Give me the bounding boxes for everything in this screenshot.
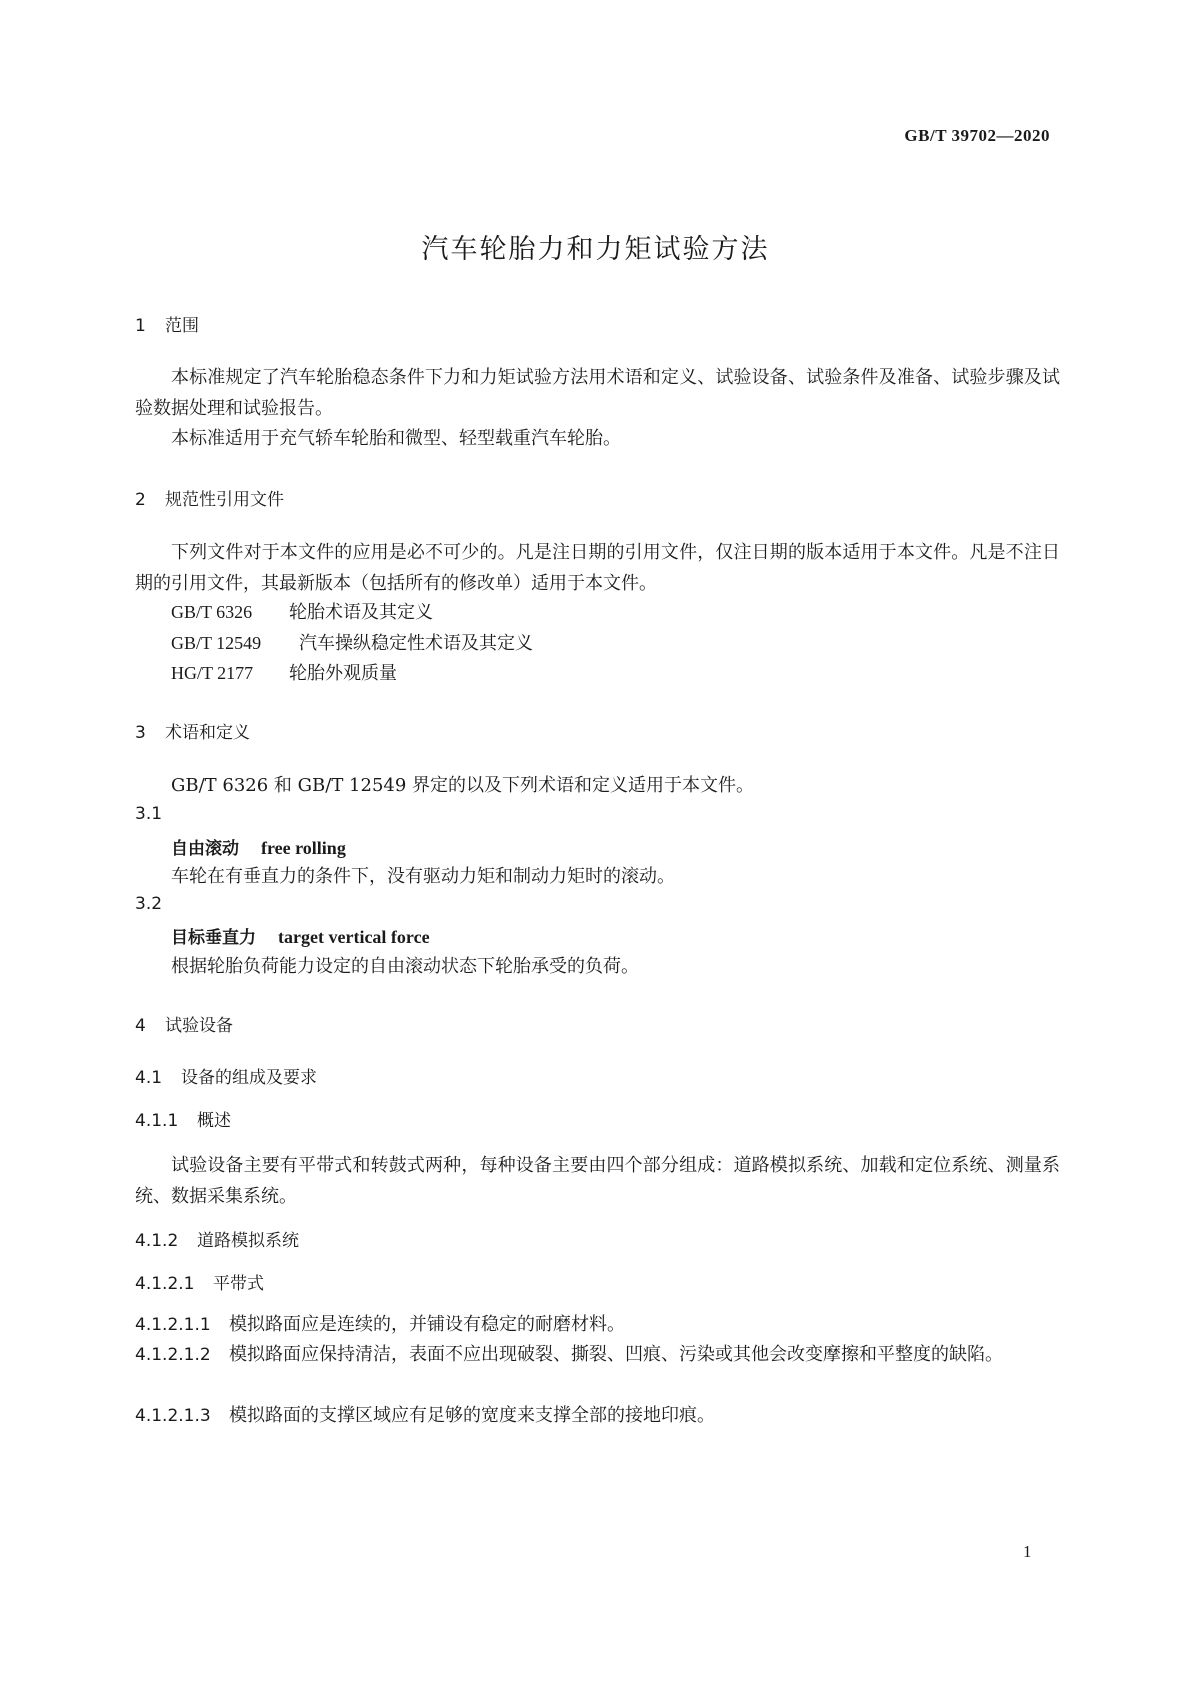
section-number: 1 — [135, 316, 146, 336]
reference-code: GB/T 12549 — [171, 633, 262, 653]
section-3-heading — [135, 718, 250, 743]
page-number: 1 — [1023, 1542, 1032, 1561]
paragraph: 本标准规定了汽车轮胎稳态条件下力和力矩试验方法用术语和定义、试验设备、试验条件及准备、试验步骤及试验数据处理和试验报告。 — [135, 367, 1060, 419]
section-number: 4.1.2 — [135, 1231, 179, 1251]
reference-item — [171, 598, 433, 624]
section-1-heading — [135, 311, 199, 336]
clause-number: 4.1.2.1.3 — [135, 1406, 211, 1426]
clause — [135, 1400, 1060, 1432]
section-title: 术语和定义 — [165, 723, 250, 743]
section-title: 范围 — [165, 316, 199, 336]
term-english: free rolling — [261, 838, 346, 858]
document-title: 汽车轮胎力和力矩试验方法 — [421, 234, 770, 265]
section-title: 设备的组成及要求 — [181, 1068, 317, 1088]
paragraph: 试验设备主要有平带式和转鼓式两种，每种设备主要由四个部分组成：道路模拟系统、加载和定位系统、测量系统、数据采集系统。 — [135, 1155, 1060, 1207]
subsection-4-1-1-heading — [135, 1106, 231, 1131]
section-title: 试验设备 — [165, 1016, 233, 1036]
section-number: 4.1 — [135, 1068, 163, 1088]
section-number: 2 — [135, 490, 146, 510]
term-number: 3.1 — [135, 804, 163, 824]
term-heading — [171, 923, 430, 948]
reference-item — [171, 659, 397, 685]
clause-number: 4.1.2.1.1 — [135, 1315, 211, 1335]
term-chinese: 目标垂直力 — [171, 928, 256, 948]
section-title: 概述 — [197, 1111, 231, 1131]
term-definition: 车轮在有垂直力的条件下，没有驱动力矩和制动力矩时的滚动。 — [171, 866, 675, 887]
section-title: 规范性引用文件 — [165, 490, 284, 510]
section-number: 4.1.1 — [135, 1111, 179, 1131]
reference-title: 轮胎外观质量 — [289, 663, 397, 684]
reference-title: 轮胎术语及其定义 — [289, 602, 433, 623]
clause — [135, 1309, 1060, 1341]
subsection-4-1-2-heading — [135, 1226, 299, 1251]
paragraph: 下列文件对于本文件的应用是必不可少的。凡是注日期的引用文件，仅注日期的版本适用于本文件。凡是不注日期的引用文件，其最新版本（包括所有的修改单）适用于本文件。 — [135, 542, 1060, 594]
term-definition: 根据轮胎负荷能力设定的自由滚动状态下轮胎承受的负荷。 — [171, 956, 639, 977]
term-heading — [171, 834, 346, 859]
clause-text: 模拟路面应保持清洁，表面不应出现破裂、撕裂、凹痕、污染或其他会改变摩擦和平整度的缺陷。 — [229, 1344, 1003, 1365]
clause-text: 模拟路面应是连续的，并铺设有稳定的耐磨材料。 — [229, 1314, 625, 1335]
section-number: 4.1.2.1 — [135, 1274, 195, 1294]
clause-number: 4.1.2.1.2 — [135, 1345, 211, 1365]
reference-code: GB/T 6326 — [171, 602, 253, 622]
reference-title: 汽车操纵稳定性术语及其定义 — [299, 633, 533, 654]
reference-item — [171, 629, 533, 655]
clause — [135, 1339, 1060, 1371]
section-title: 平带式 — [213, 1274, 264, 1294]
subsection-4-1-heading — [135, 1063, 317, 1088]
standard-code: GB/T 39702—2020 — [904, 126, 1050, 145]
section-4-heading — [135, 1011, 233, 1036]
term-number: 3.2 — [135, 894, 163, 914]
paragraph: GB/T 6326 和 GB/T 12549 界定的以及下列术语和定义适用于本文件。 — [171, 775, 755, 796]
section-2-heading — [135, 485, 284, 510]
reference-code: HG/T 2177 — [171, 663, 254, 683]
subsection-4-1-2-1-heading — [135, 1269, 264, 1294]
clause-text: 模拟路面的支撑区域应有足够的宽度来支撑全部的接地印痕。 — [229, 1405, 715, 1426]
term-english: target vertical force — [278, 927, 430, 947]
section-number: 4 — [135, 1016, 146, 1036]
section-title: 道路模拟系统 — [197, 1231, 299, 1251]
paragraph: 本标准适用于充气轿车轮胎和微型、轻型载重汽车轮胎。 — [171, 428, 621, 449]
section-number: 3 — [135, 723, 146, 743]
term-chinese: 自由滚动 — [171, 839, 239, 859]
